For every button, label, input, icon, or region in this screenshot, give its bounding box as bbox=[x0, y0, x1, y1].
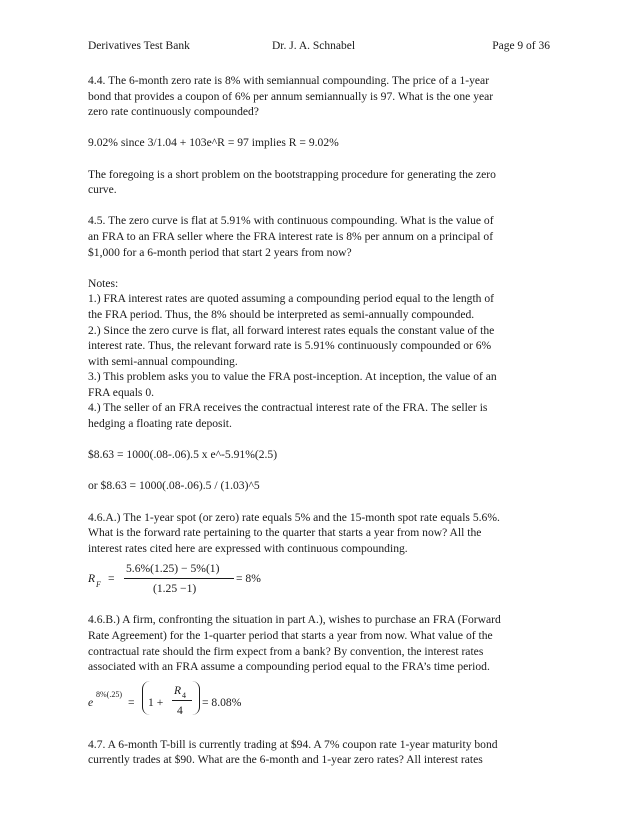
question-text-line: contractual rate should the firm expect from a bank? By convention, the interest rates bbox=[88, 644, 484, 658]
question-text-line: currently trades at $90. What are the 6-month and 1-year zero rates? All interest rates bbox=[88, 753, 483, 767]
eq-numerator: 5.6%(1.25) − 5%(1) bbox=[126, 562, 220, 576]
note-line: interest rate. Thus, the relevant forward rate is 5.91% continuously compounded or 6% bbox=[88, 339, 492, 353]
question-text-line: $1,000 for a 6-month period that start 2 years from now? bbox=[88, 245, 352, 259]
notes-heading: Notes: bbox=[88, 276, 119, 290]
question-text-line: bond that provides a coupon of 6% per annum semiannually is 97. What is the one year bbox=[88, 89, 494, 103]
eq-fraction-bar bbox=[172, 700, 192, 701]
question-text-line: zero rate continuously compounded? bbox=[88, 105, 259, 119]
question-4-7 bbox=[88, 737, 550, 768]
note-line: FRA equals 0. bbox=[88, 385, 155, 399]
answer-4-5-discrete: or $8.63 = 1000(.08-.06).5 / (1.03)^5 bbox=[88, 479, 260, 493]
answer-4-5-continuous: $8.63 = 1000(.08-.06).5 x e^-5.91%(2.5) bbox=[88, 448, 278, 462]
eq-lhs-subscript: F bbox=[96, 580, 101, 590]
note-line: 3.) This problem asks you to value the FRA post-inception. At inception, the value of an bbox=[88, 370, 497, 384]
eq-base-e: e bbox=[88, 695, 94, 709]
question-text-line: 4.6.B.) A firm, confronting the situation in part A.), wishes to purchase an FRA (Forward bbox=[88, 613, 501, 627]
question-text-line: 4.7. A 6-month T-bill is currently trading at $94. A 7% coupon rate 1-year maturity bond bbox=[88, 737, 498, 751]
eq-fraction-bar bbox=[124, 578, 234, 579]
header-page-number: Page 9 of 36 bbox=[492, 40, 550, 52]
question-text-line: an FRA to an FRA seller where the FRA interest rate is 8% per annum on a principal of bbox=[88, 229, 494, 243]
eq-lhs-symbol: R bbox=[88, 572, 96, 586]
question-text-line: 4.6.A.) The 1-year spot (or zero) rate equals 5% and the 15-month spot rate equals 5.6%. bbox=[88, 510, 500, 524]
note-line: with semi-annual compounding. bbox=[88, 354, 238, 368]
note-line: the FRA period. Thus, the 8% should be interpreted as semi-annually compounded. bbox=[88, 307, 475, 321]
page-body bbox=[88, 73, 550, 768]
question-text-line: What is the forward rate pertaining to the quarter that starts a year from now? All the bbox=[88, 526, 482, 540]
comment-4-4 bbox=[88, 167, 550, 198]
note-line: 1.) FRA interest rates are quoted assuming a compounding period equal to the length of bbox=[88, 292, 495, 306]
question-4-5 bbox=[88, 213, 550, 260]
eq-result: = 8% bbox=[236, 572, 261, 586]
eq-equals-sign: = bbox=[108, 572, 115, 586]
comment-line: curve. bbox=[88, 183, 117, 197]
note-line: 2.) Since the zero curve is flat, all forward interest rates equals the constant value of the bbox=[88, 323, 495, 337]
question-text-line: Rate Agreement) for the 1-quarter period that starts a year from now. What value of the bbox=[88, 629, 493, 642]
note-line: 4.) The seller of an FRA receives the contractual interest rate of the FRA. The seller is bbox=[88, 401, 488, 415]
question-4-6-b bbox=[88, 612, 550, 674]
question-4-4 bbox=[88, 73, 550, 120]
eq-numerator-subscript: 4 bbox=[182, 690, 186, 700]
header-author: Dr. J. A. Schnabel bbox=[272, 40, 356, 52]
eq-equals-sign: = bbox=[128, 695, 135, 709]
question-text-line: associated with an FRA assume a compounding period equal to the FRA’s time period. bbox=[88, 660, 490, 674]
page-header bbox=[88, 40, 550, 56]
question-text-line: interest rates cited here are expressed with continuous compounding. bbox=[88, 541, 408, 555]
header-course-title: Derivatives Test Bank bbox=[88, 40, 190, 52]
fra-rate-equation bbox=[88, 675, 550, 727]
question-text-line: 4.5. The zero curve is flat at 5.91% with continuous compounding. What is the value of bbox=[88, 214, 494, 228]
eq-numerator: R bbox=[174, 683, 182, 697]
answer-4-4: 9.02% since 3/1.04 + 103e^R = 97 implies R = 9.02% bbox=[88, 136, 339, 150]
question-4-6-a bbox=[88, 510, 550, 557]
note-line: hedging a floating rate deposit. bbox=[88, 417, 232, 431]
notes-4-5 bbox=[88, 276, 550, 432]
eq-result: = 8.08% bbox=[202, 695, 242, 709]
forward-rate-equation bbox=[88, 556, 550, 600]
eq-denominator: (1.25 −1) bbox=[153, 582, 197, 596]
eq-exponent: 8%(.25) bbox=[96, 689, 122, 699]
eq-one-plus: 1 + bbox=[148, 695, 164, 709]
eq-denominator: 4 bbox=[177, 703, 183, 717]
question-text-line: 4.4. The 6-month zero rate is 8% with semiannual compounding. The price of a 1-year bbox=[88, 74, 490, 87]
comment-line: The foregoing is a short problem on the bootstrapping procedure for generating the zero bbox=[88, 167, 496, 181]
